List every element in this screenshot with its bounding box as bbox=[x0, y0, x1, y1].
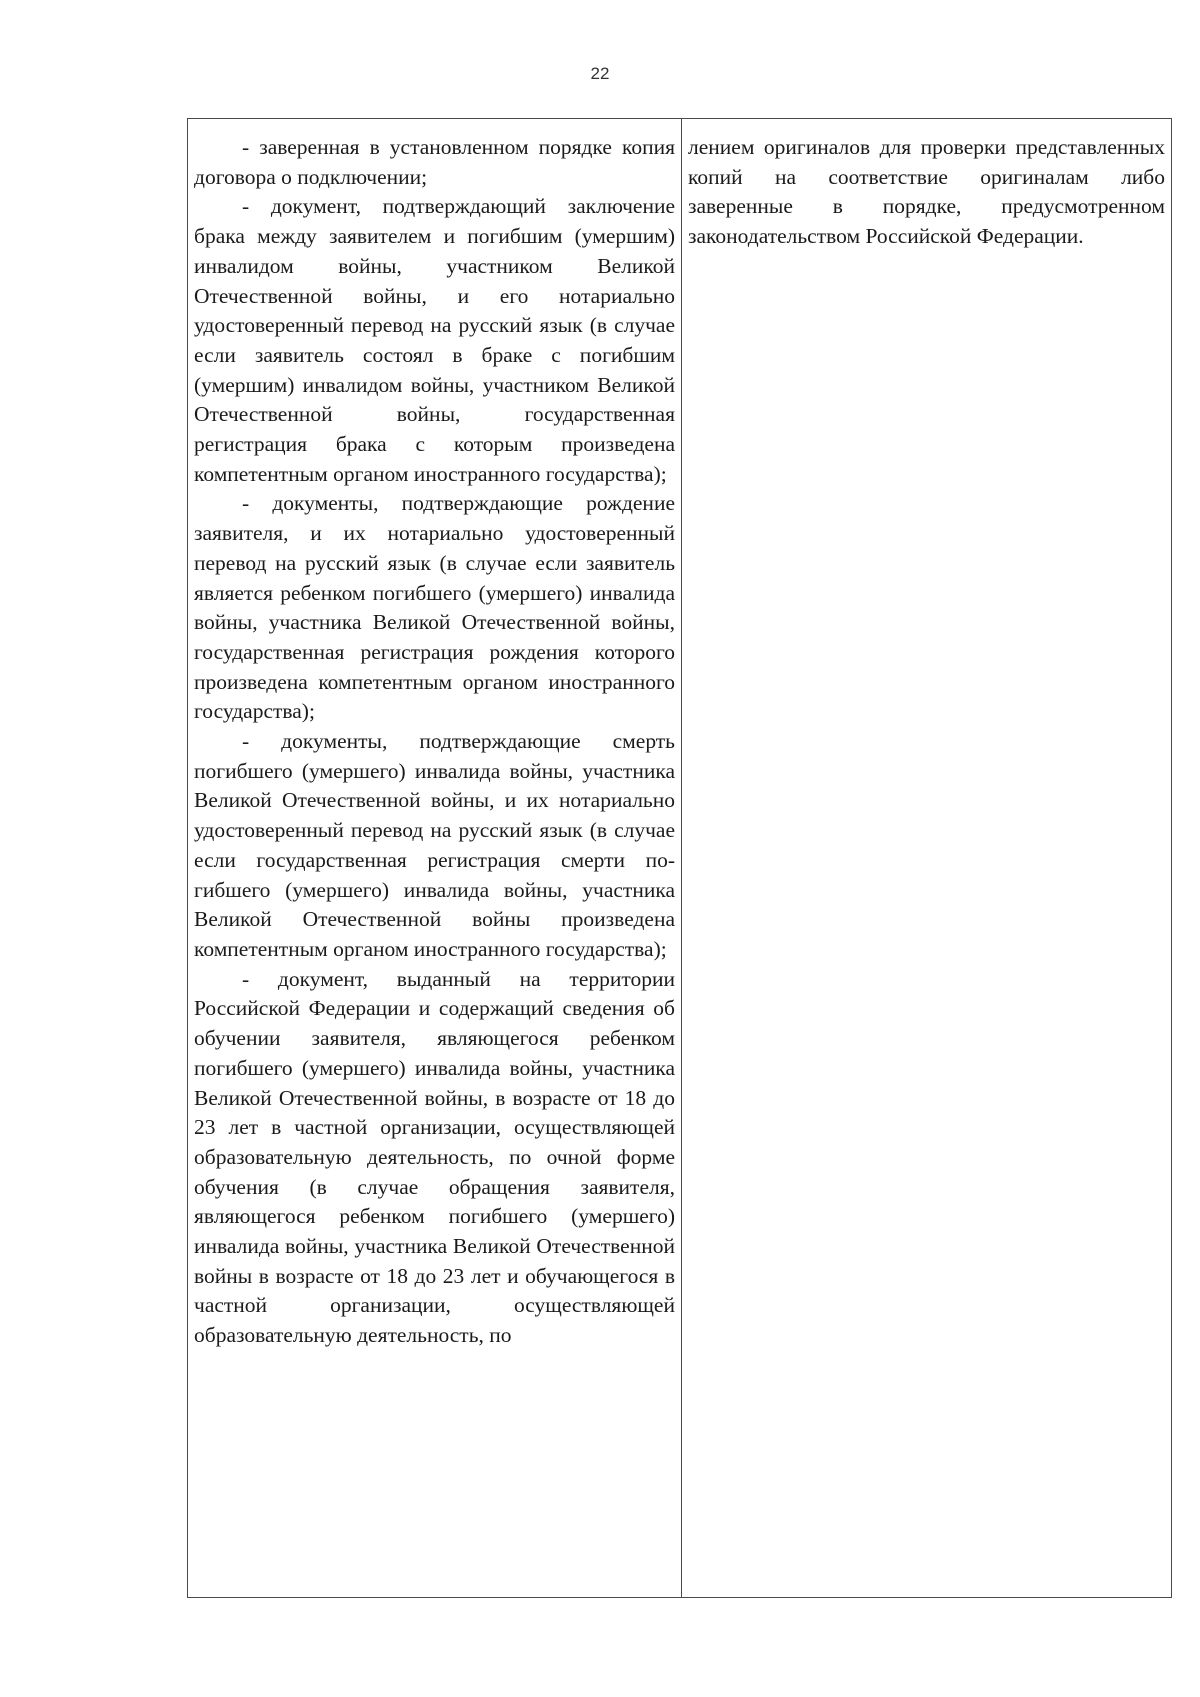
table-column-right bbox=[682, 119, 1171, 1597]
table-column-left bbox=[188, 119, 682, 1597]
list-item: - документ, выданный на территории Российской Федерации и содержащий сведения об обучении заявителя, являющегося ребенком погибшего (умершего) инвалида войны, участника Великой Отечественной войны, в возрасте от 18 до 23 лет в частной организации, осуществляющей образовательную деятельность, по очной форме обучения (в случае обращения заявителя, являющегося ребенком погибшего (умершего) инвалида войны, участника Великой Отечественной войны в возрасте от 18 до 23 лет и обучающегося в частной организации, осуществляющей образовательную деятельность, по bbox=[194, 966, 675, 1348]
document-table bbox=[187, 118, 1172, 1598]
list-item: - документы, подтверждающие рождение заявителя, и их нотариально удостоверенный перевод на русский язык (в случае если заявитель является ребенком погибшего (умершего) инвалида войны, участника Великой Отечественной войны, государственная регистрация рождения которого произведена компетентным органом иностранного государства); bbox=[194, 491, 675, 724]
page-number: 22 bbox=[590, 64, 610, 83]
list-item: - заверенная в установленном порядке копия договора о подключении; bbox=[194, 135, 675, 189]
list-item: - документы, подтверждающие смерть погибшего (умершего) инвалида войны, участника Великой Отечественной войны, и их нотариально удостоверенный перевод на русский язык (в случае если государственная регистрация смерти погибшего (умершего) инвалида войны, участника Великой Отечественной войны произведена компетентным органом иностранного государства); bbox=[194, 729, 675, 961]
list-item: - документ, подтверждающий заключение брака между заявителем и погибшим (умершим) инвалидом войны, участником Великой Отечественной войны, и его нотариально удостоверенный перевод на русский язык (в случае если заявитель состоял в браке с погибшим (умершим) инвалидом войны, участником Великой Отечественной войны, государственная регистрация брака с которым произведена компетентным органом иностранного государства); bbox=[194, 194, 675, 486]
cell-text: лением оригиналов для проверки представленных копий на соответствие оригиналам либо заверенные в порядке, предусмотренном законодательством Российской Федерации. bbox=[688, 135, 1165, 249]
